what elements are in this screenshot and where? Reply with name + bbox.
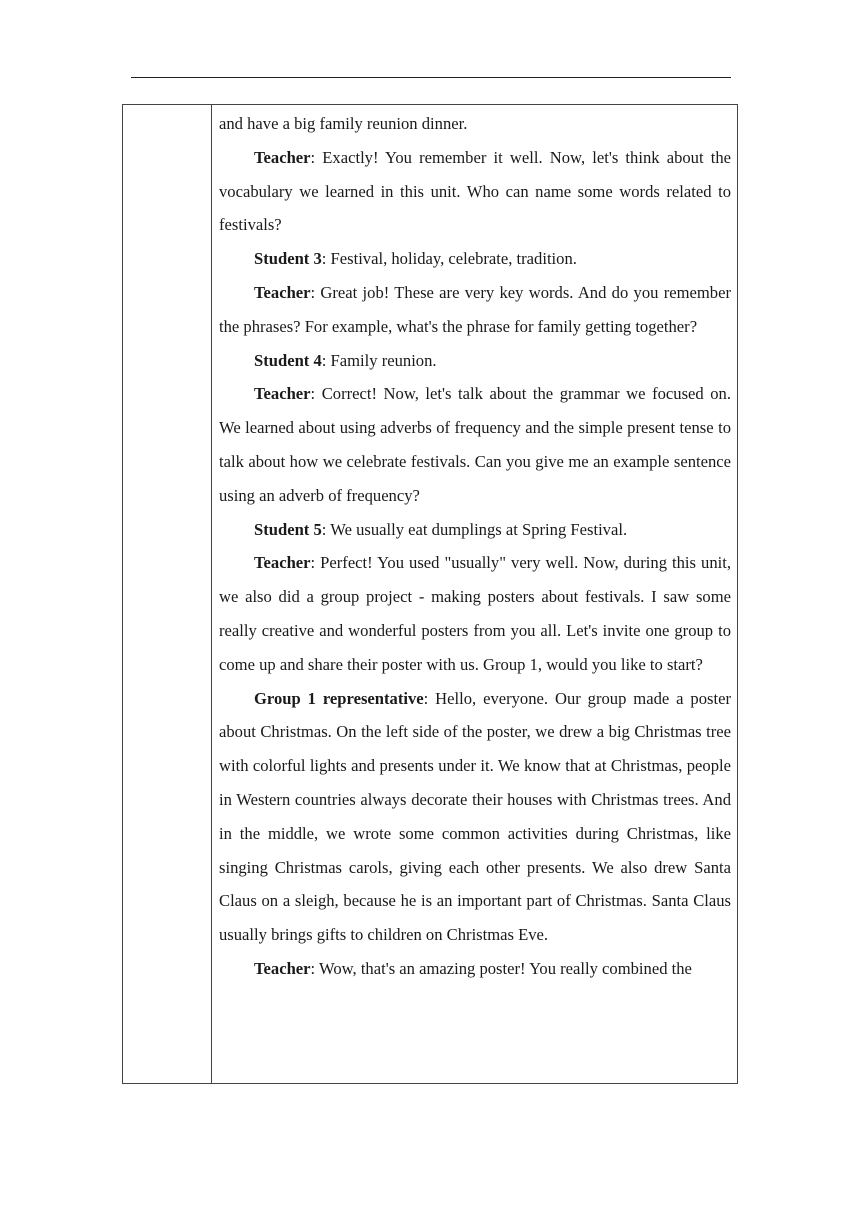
paragraph-text: and have a big family reunion dinner. [219, 114, 468, 133]
paragraph-text: : Perfect! You used "usually" very well. Now, during this unit, we also did a group project - making posters about festivals. I saw some really creative and wonderful posters from you all. Let's invite one group to come up and share their poster with us. Group 1, would you like to start? [219, 553, 731, 674]
speaker-label: Group 1 representative [254, 688, 424, 708]
speaker-label: Teacher [254, 147, 311, 167]
dialogue-content [219, 107, 731, 986]
speaker-label: Teacher [254, 282, 311, 302]
dialogue-paragraph [219, 513, 731, 547]
dialogue-paragraph [219, 141, 731, 242]
speaker-label: Student 3 [254, 249, 322, 269]
speaker-label: Student 5 [254, 519, 322, 539]
paragraph-text: : Wow, that's an amazing poster! You really combined the [310, 958, 692, 978]
dialogue-paragraph [219, 546, 731, 681]
paragraph-text: : Family reunion. [321, 350, 437, 370]
paragraph-text: : Festival, holiday, celebrate, tradition. [321, 249, 577, 269]
paragraph-text: : Exactly! You remember it well. Now, let's think about the vocabulary we learned in this unit. Who can name some words related to festivals? [219, 147, 731, 235]
left-column-cell [123, 105, 212, 1083]
paragraph-text: : Great job! These are very key words. And do you remember the phrases? For example, what's the phrase for family getting together? [219, 282, 731, 336]
dialogue-paragraph [219, 682, 731, 952]
paragraph-text: : Hello, everyone. Our group made a poster about Christmas. On the left side of the poster, we drew a big Christmas tree with colorful lights and presents under it. We know that at Christmas, people in Western countries always decorate their houses with Christmas trees. And in the middle, we wrote some common activities during Christmas, like singing Christmas carols, giving each other presents. We also drew Santa Claus on a sleigh, because he is an important part of Christmas. Santa Claus usually brings gifts to children on Christmas Eve. [219, 688, 731, 945]
dialogue-cell [212, 105, 737, 1083]
paragraph-text: : We usually eat dumplings at Spring Festival. [321, 519, 628, 539]
dialogue-paragraph [219, 107, 731, 141]
speaker-label: Student 4 [254, 350, 322, 370]
speaker-label: Teacher [254, 384, 311, 404]
speaker-label: Teacher [254, 553, 311, 573]
paragraph-text: : Correct! Now, let's talk about the grammar we focused on. We learned about using adverbs of frequency and the simple present tense to talk about how we celebrate festivals. Can you give me an example sentence using an adverb of frequency? [219, 384, 731, 505]
dialogue-paragraph [219, 952, 731, 986]
dialogue-paragraph [219, 344, 731, 378]
dialogue-paragraph [219, 242, 731, 276]
dialogue-paragraph [219, 276, 731, 344]
header-rule [131, 77, 731, 78]
lesson-table [122, 104, 738, 1084]
speaker-label: Teacher [254, 958, 311, 978]
dialogue-paragraph [219, 377, 731, 512]
